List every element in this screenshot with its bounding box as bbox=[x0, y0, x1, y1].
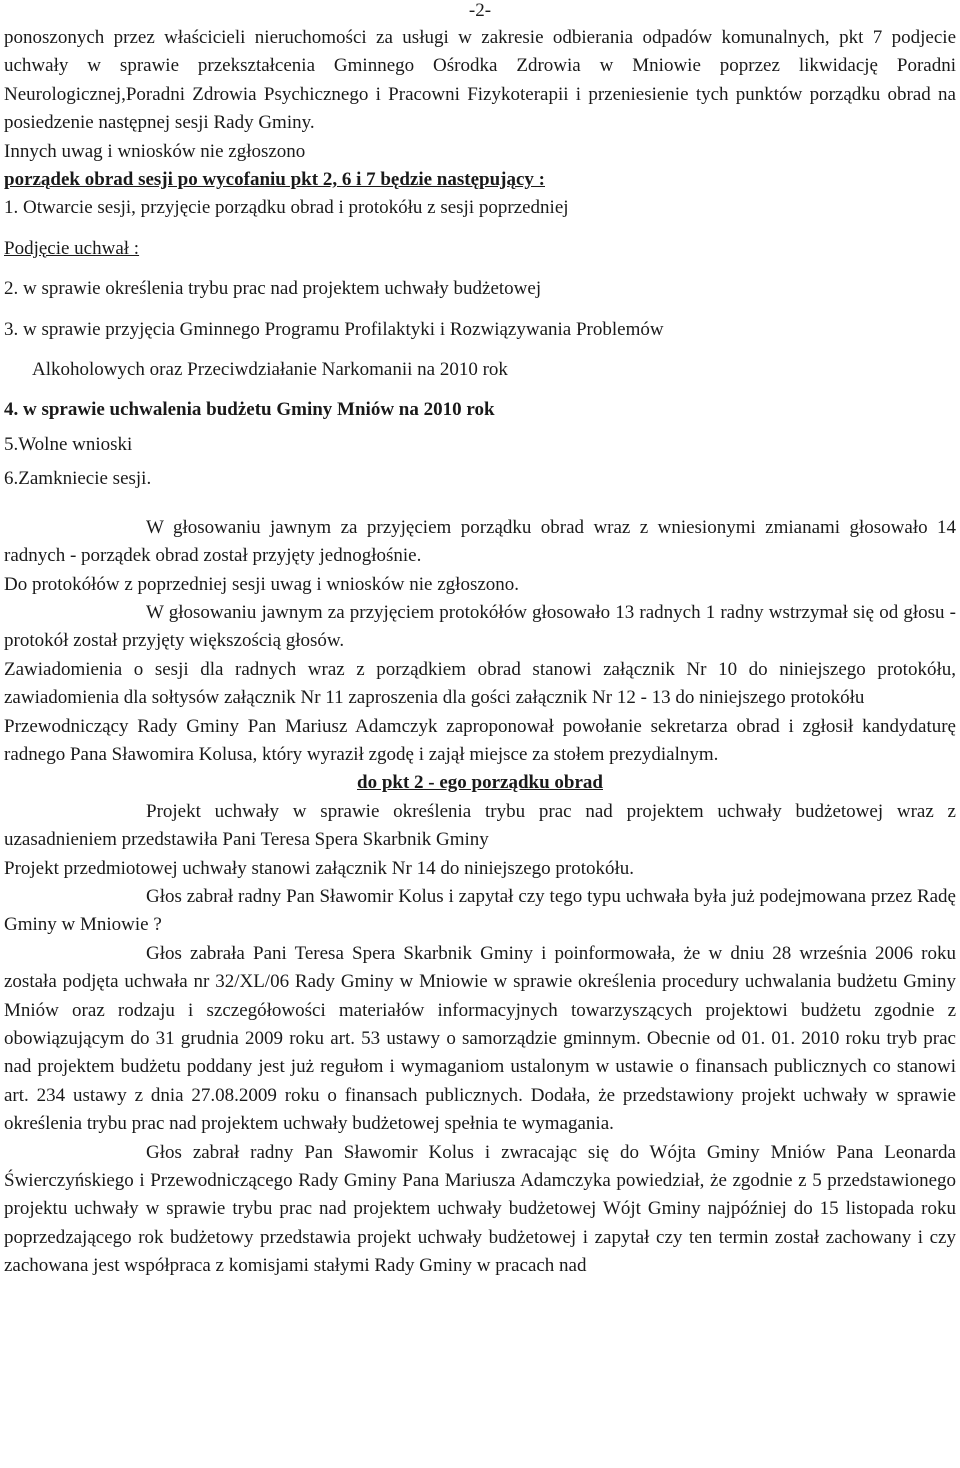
point2-paragraph-1: Projekt uchwały w sprawie określenia trybu prac nad projektem uchwały budżetowej wraz z uzasadnieniem przedstawiła Pani Teresa Spera Skarbnik Gminy bbox=[4, 800, 956, 851]
agenda-item-4: 4. w sprawie uchwalenia budżetu Gminy Mniów na 2010 rok bbox=[4, 399, 495, 421]
point2-paragraph-3: Głos zabrał radny Pan Sławomir Kolus i zapytał czy tego typu uchwała była już podejmowana przez Radę Gminy w Mniowie ? bbox=[4, 885, 956, 936]
point2-paragraph-4: Głos zabrała Pani Teresa Spera Skarbnik Gminy i poinformowała, że w dniu 28 września 2006 roku została podjęta uchwała nr 32/XL/06 Rady Gminy w Mniowie w sprawie określenia procedury uchwalania budżetu Gminy Mniów oraz rodzaju i szczegółowości materiałów informacyjnych towarzyszących projektowi budżetu zgodnie z obowiązującym do 31 grudnia 2009 roku art. 53 ustawy o samorządzie gminnym. Obecnie od 01. 01. 2010 roku tryb prac nad projektem budżetu poddany jest już regułom i wymaganiom ustalonym w ustawie o finansach publicznych co stanowi art. 234 ustawy z dnia 27.08.2009 roku o finansach publicznych. Dodała, że przedstawiony projekt uchwały w sprawie określenia trybu prac nad projektem uchwały budżetowej spełnia te wymagania. bbox=[4, 942, 956, 1135]
document-page bbox=[4, 0, 956, 1281]
agenda-item-2: 2. w sprawie określenia trybu prac nad projektem uchwały budżetowej bbox=[4, 278, 542, 300]
point2-paragraph-2: Projekt przedmiotowej uchwały stanowi załącznik Nr 14 do niniejszego protokółu. bbox=[4, 857, 635, 879]
resolutions-heading: Podjęcie uchwał : bbox=[4, 237, 140, 259]
vote-agenda-paragraph: W głosowaniu jawnym za przyjęciem porządku obrad wraz z wniesionymi zmianami głosowało 14 radnych - porządek obrad został przyjęty jednogłośnie. bbox=[4, 516, 956, 567]
point2-paragraph-5: Głos zabrał radny Pan Sławomir Kolus i zwracając się do Wójta Gminy Mniów Pana Leonarda Świerczyńskiego i Przewodniczącego Rady Gminy Pana Mariusza Adamczyka powiedział, że zgodnie z 5 przedstawionego projektu uchwały w sprawie trybu prac nad projektem uchwały budżetowej Wójt Gminy najpóźniej do 15 listopada roku poprzedzającego rok budżetowy przedstawia projekt uchwały budżetowej i zapytał czy ten termin został zachowany i czy zachowana jest współpraca z komisjami stałymi Rady Gminy w pracach nad bbox=[4, 1141, 956, 1277]
notifications-paragraph: Zawiadomienia o sesji dla radnych wraz z porządkiem obrad stanowi załącznik Nr 10 do niniejszego protokółu, zawiadomienia dla sołtysów załącznik Nr 11 zaproszenia dla gości załącznik Nr 12 - 13 do niniejszego protokółu bbox=[4, 658, 956, 709]
protocol-remarks-line: Do protokółów z poprzedniej sesji uwag i wniosków nie zgłoszono. bbox=[4, 573, 520, 595]
agenda-heading: porządek obrad sesji po wycofaniu pkt 2, 6 i 7 będzie następujący : bbox=[4, 169, 545, 191]
agenda-item-6: 6.Zamkniecie sesji. bbox=[4, 468, 152, 490]
agenda-item-3: 3. w sprawie przyjęcia Gminnego Programu Profilaktyki i Rozwiązywania Problemów bbox=[4, 318, 664, 340]
vote-protocol-paragraph: W głosowaniu jawnym za przyjęciem protokółów głosowało 13 radnych 1 radny wstrzymał się od głosu - protokół został przyjęty większością głosów. bbox=[4, 601, 956, 652]
no-remarks-line: Innych uwag i wniosków nie zgłoszono bbox=[4, 140, 306, 162]
agenda-item-3-continuation: Alkoholowych oraz Przeciwdziałanie Narkomanii na 2010 rok bbox=[32, 359, 508, 381]
page-number: -2- bbox=[468, 0, 492, 21]
point2-heading: do pkt 2 - ego porządku obrad bbox=[357, 772, 603, 794]
agenda-item-5: 5.Wolne wnioski bbox=[4, 433, 133, 455]
intro-paragraph: ponoszonych przez właścicieli nieruchomości za usługi w zakresie odbierania odpadów komunalnych, pkt 7 podjecie uchwały w sprawie przekształcenia Gminnego Ośrodka Zdrowia w Mniowie poprzez likwidację Poradni Neurologicznej,Poradni Zdrowia Psychicznego i Pracowni Fizykoterapii i przeniesienie tych punktów porządku obrad na posiedzenie następnej sesji Rady Gminy. bbox=[4, 27, 956, 134]
agenda-item-1: 1. Otwarcie sesji, przyjęcie porządku obrad i protokółu z sesji poprzedniej bbox=[4, 197, 569, 219]
secretary-paragraph: Przewodniczący Rady Gminy Pan Mariusz Adamczyk zaproponował powołanie sekretarza obrad i zgłosił kandydaturę radnego Pana Sławomira Kolusa, który wyraził zgodę i zajął miejsce za stołem prezydialnym. bbox=[4, 715, 956, 765]
